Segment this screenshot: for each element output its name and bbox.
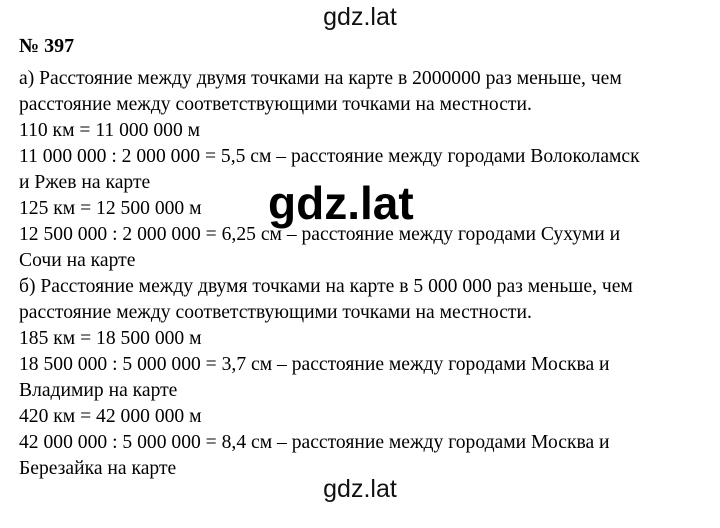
text-line: б) Расстояние между двумя точками на карте в 5 000 000 раз меньше, чем [19, 276, 633, 297]
text-line: 11 000 000 : 2 000 000 = 5,5 см – расстояние между городами Волоколамск [19, 146, 640, 167]
text-line: 12 500 000 : 2 000 000 = 6,25 см – расстояние между городами Сухуми и [19, 224, 621, 245]
text-line: расстояние между соответствующими точками на местности. [19, 302, 532, 323]
text-line: расстояние между соответствующими точками на местности. [19, 94, 532, 115]
text-line: 18 500 000 : 5 000 000 = 3,7 см – расстояние между городами Москва и [19, 354, 610, 375]
text-line: 42 000 000 : 5 000 000 = 8,4 см – расстояние между городами Москва и [19, 432, 610, 453]
watermark-bottom: gdz.lat [323, 475, 397, 503]
watermark-center: gdz.lat [268, 177, 414, 229]
text-line: 185 км = 18 500 000 м [19, 328, 202, 349]
text-line: 420 км = 42 000 000 м [19, 406, 202, 427]
text-line: 110 км = 11 000 000 м [19, 120, 201, 141]
text-line: а) Расстояние между двумя точками на карте в 2000000 раз меньше, чем [19, 68, 622, 89]
text-line: и Ржев на карте [19, 172, 151, 193]
watermark-top: gdz.lat [323, 3, 397, 31]
task-number: № 397 [19, 35, 75, 57]
solution-text [19, 66, 709, 482]
text-line: Владимир на карте [19, 380, 178, 401]
text-line: Березайка на карте [19, 458, 177, 479]
text-line: Сочи на карте [19, 250, 136, 271]
text-line: 125 км = 12 500 000 м [19, 198, 202, 219]
